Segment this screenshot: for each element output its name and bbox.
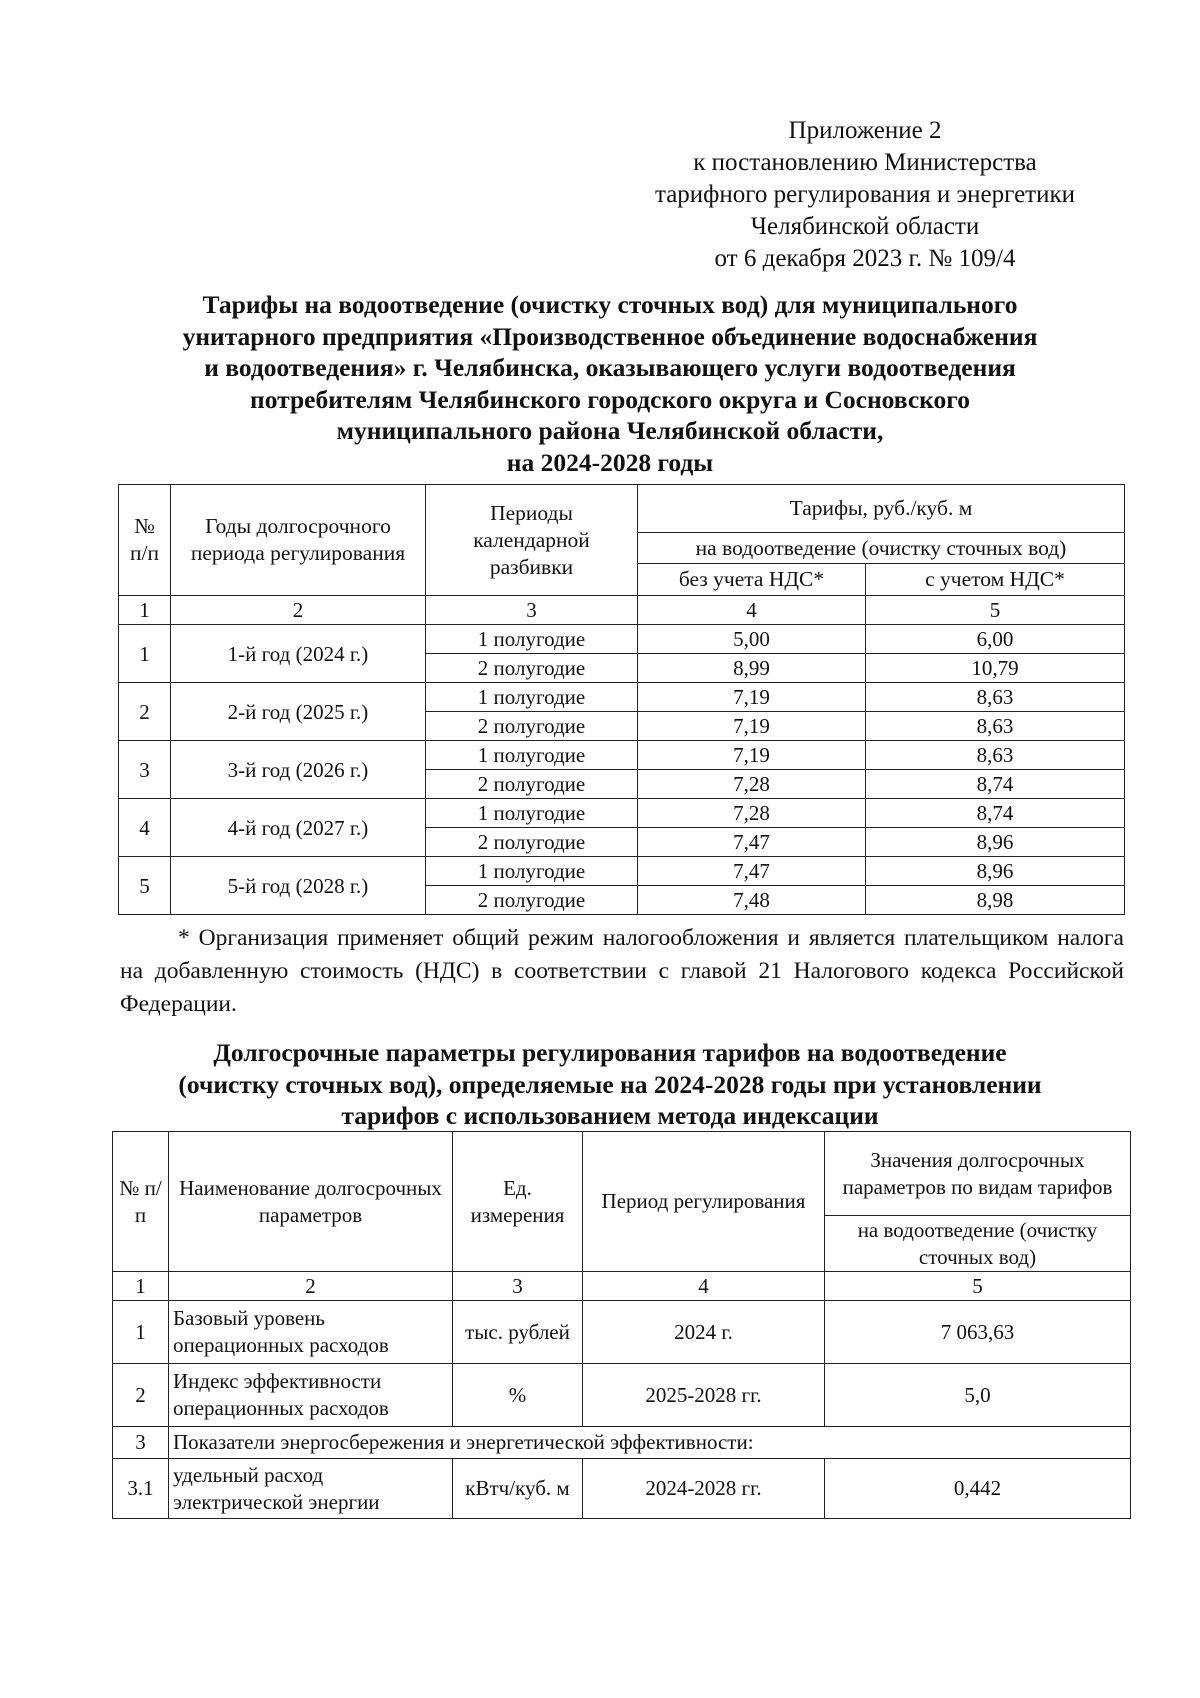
appendix-header [600, 115, 1130, 275]
tariff-no-vat: 8,99 [638, 654, 866, 683]
year-cell: 5-й год (2028 г.) [171, 857, 426, 915]
year-cell: 1-й год (2024 г.) [171, 625, 426, 683]
header-cell: № п/п [119, 485, 171, 596]
period-cell: 1 полугодие [426, 857, 638, 886]
tariff-with-vat: 8,96 [866, 857, 1125, 886]
title-line: тарифов с использованием метода индексации [341, 1101, 879, 1131]
param-period: 2024 г. [583, 1301, 825, 1364]
row-number: 1 [119, 625, 171, 683]
column-number: 3 [453, 1272, 583, 1301]
header-cell: с учетом НДС* [866, 564, 1125, 596]
title-line: муниципального района Челябинской области, [336, 416, 884, 446]
param-name: Базовый уровень операционных расходов [169, 1301, 453, 1364]
header-cell: Значения долгосрочных параметров по видам тарифов [825, 1132, 1131, 1216]
tariff-no-vat: 7,19 [638, 741, 866, 770]
tariff-no-vat: 5,00 [638, 625, 866, 654]
param-unit: кВтч/куб. м [453, 1459, 583, 1519]
title-line: унитарного предприятия «Производственное объединение водоснабжения [182, 321, 1038, 351]
tariff-no-vat: 7,19 [638, 712, 866, 741]
tariff-with-vat: 8,63 [866, 741, 1125, 770]
row-number: 2 [113, 1364, 169, 1427]
header-cell: Годы долгосрочного периода регулирования [171, 485, 426, 596]
param-value: 0,442 [825, 1459, 1131, 1519]
title-line: Долгосрочные параметры регулирования тарифов на водоотведение [213, 1038, 1007, 1067]
appendix-line: тарифного регулирования и энергетики [654, 181, 1076, 208]
params-title [110, 1037, 1110, 1132]
tariff-no-vat: 7,19 [638, 683, 866, 712]
param-name: удельный расход электрической энергии [169, 1459, 453, 1519]
title-line: (очистку сточных вод), определяемые на 2024-2028 годы при установлении [178, 1069, 1042, 1099]
param-unit: тыс. рублей [453, 1301, 583, 1364]
row-number: 3 [113, 1427, 169, 1459]
row-number: 2 [119, 683, 171, 741]
tariff-no-vat: 7,28 [638, 799, 866, 828]
column-number: 5 [866, 596, 1125, 625]
tariff-with-vat: 6,00 [866, 625, 1125, 654]
title-line: и водоотведения» г. Челябинска, оказывающего услуги водоотведения [204, 353, 1016, 383]
param-name: Индекс эффективности операционных расходов [169, 1364, 453, 1427]
appendix-line: Приложение 2 [788, 117, 942, 144]
tariff-with-vat: 8,63 [866, 712, 1125, 741]
row-number: 3.1 [113, 1459, 169, 1519]
period-cell: 1 полугодие [426, 683, 638, 712]
header-cell: Ед. измерения [453, 1132, 583, 1272]
appendix-line: от 6 декабря 2023 г. № 109/4 [714, 245, 1016, 272]
year-cell: 4-й год (2027 г.) [171, 799, 426, 857]
tariff-with-vat: 8,63 [866, 683, 1125, 712]
header-cell: Наименование долгосрочных параметров [169, 1132, 453, 1272]
period-cell: 2 полугодие [426, 886, 638, 915]
header-cell: на водоотведение (очистку сточных вод) [638, 533, 1125, 564]
param-period: 2024-2028 гг. [583, 1459, 825, 1519]
tariff-no-vat: 7,47 [638, 828, 866, 857]
year-cell: 3-й год (2026 г.) [171, 741, 426, 799]
period-cell: 2 полугодие [426, 712, 638, 741]
tariff-no-vat: 7,48 [638, 886, 866, 915]
period-cell: 2 полугодие [426, 828, 638, 857]
period-cell: 1 полугодие [426, 625, 638, 654]
param-value: 5,0 [825, 1364, 1131, 1427]
column-number: 1 [113, 1272, 169, 1301]
period-cell: 2 полугодие [426, 770, 638, 799]
tariff-with-vat: 8,74 [866, 770, 1125, 799]
header-cell: Период регулирования [583, 1132, 825, 1272]
title-line: Тарифы на водоотведение (очистку сточных вод) для муниципального [202, 290, 1018, 319]
tariff-with-vat: 10,79 [866, 654, 1125, 683]
header-cell: без учета НДС* [638, 564, 866, 596]
row-number: 4 [119, 799, 171, 857]
param-value: 7 063,63 [825, 1301, 1131, 1364]
tariff-with-vat: 8,96 [866, 828, 1125, 857]
appendix-line: Челябинской области [750, 213, 980, 240]
appendix-line: к постановлению Министерства [693, 149, 1037, 176]
period-cell: 2 полугодие [426, 654, 638, 683]
header-cell: на водоотведение (очистку сточных вод) [825, 1216, 1131, 1272]
row-number: 3 [119, 741, 171, 799]
tariff-no-vat: 7,28 [638, 770, 866, 799]
title-line: потребителям Челябинского городского округа и Сосновского [250, 384, 970, 414]
column-number: 2 [169, 1272, 453, 1301]
param-unit: % [453, 1364, 583, 1427]
tariff-with-vat: 8,98 [866, 886, 1125, 915]
row-number: 1 [113, 1301, 169, 1364]
title-line: на 2024-2028 годы [506, 447, 714, 477]
column-number: 4 [638, 596, 866, 625]
row-number: 5 [119, 857, 171, 915]
tariffs-title [110, 289, 1110, 479]
tariffs-table [118, 484, 1125, 915]
header-cell: Тарифы, руб./куб. м [638, 485, 1125, 533]
header-cell: № п/п [113, 1132, 169, 1272]
vat-footnote: * Организация применяет общий режим налогообложения и является плательщиком налога на добавленную стоимость (НДС) в соответствии с главой 21 Налогового кодекса Российской Федерации. [120, 925, 1124, 1017]
column-number: 2 [171, 596, 426, 625]
column-number: 1 [119, 596, 171, 625]
params-table [112, 1131, 1131, 1519]
year-cell: 2-й год (2025 г.) [171, 683, 426, 741]
column-number: 3 [426, 596, 638, 625]
tariff-with-vat: 8,74 [866, 799, 1125, 828]
column-number: 4 [583, 1272, 825, 1301]
period-cell: 1 полугодие [426, 741, 638, 770]
column-number: 5 [825, 1272, 1131, 1301]
param-section: Показатели энергосбережения и энергетической эффективности: [169, 1427, 1131, 1459]
header-cell: Периоды календарной разбивки [426, 485, 638, 596]
period-cell: 1 полугодие [426, 799, 638, 828]
tariff-no-vat: 7,47 [638, 857, 866, 886]
param-period: 2025-2028 гг. [583, 1364, 825, 1427]
